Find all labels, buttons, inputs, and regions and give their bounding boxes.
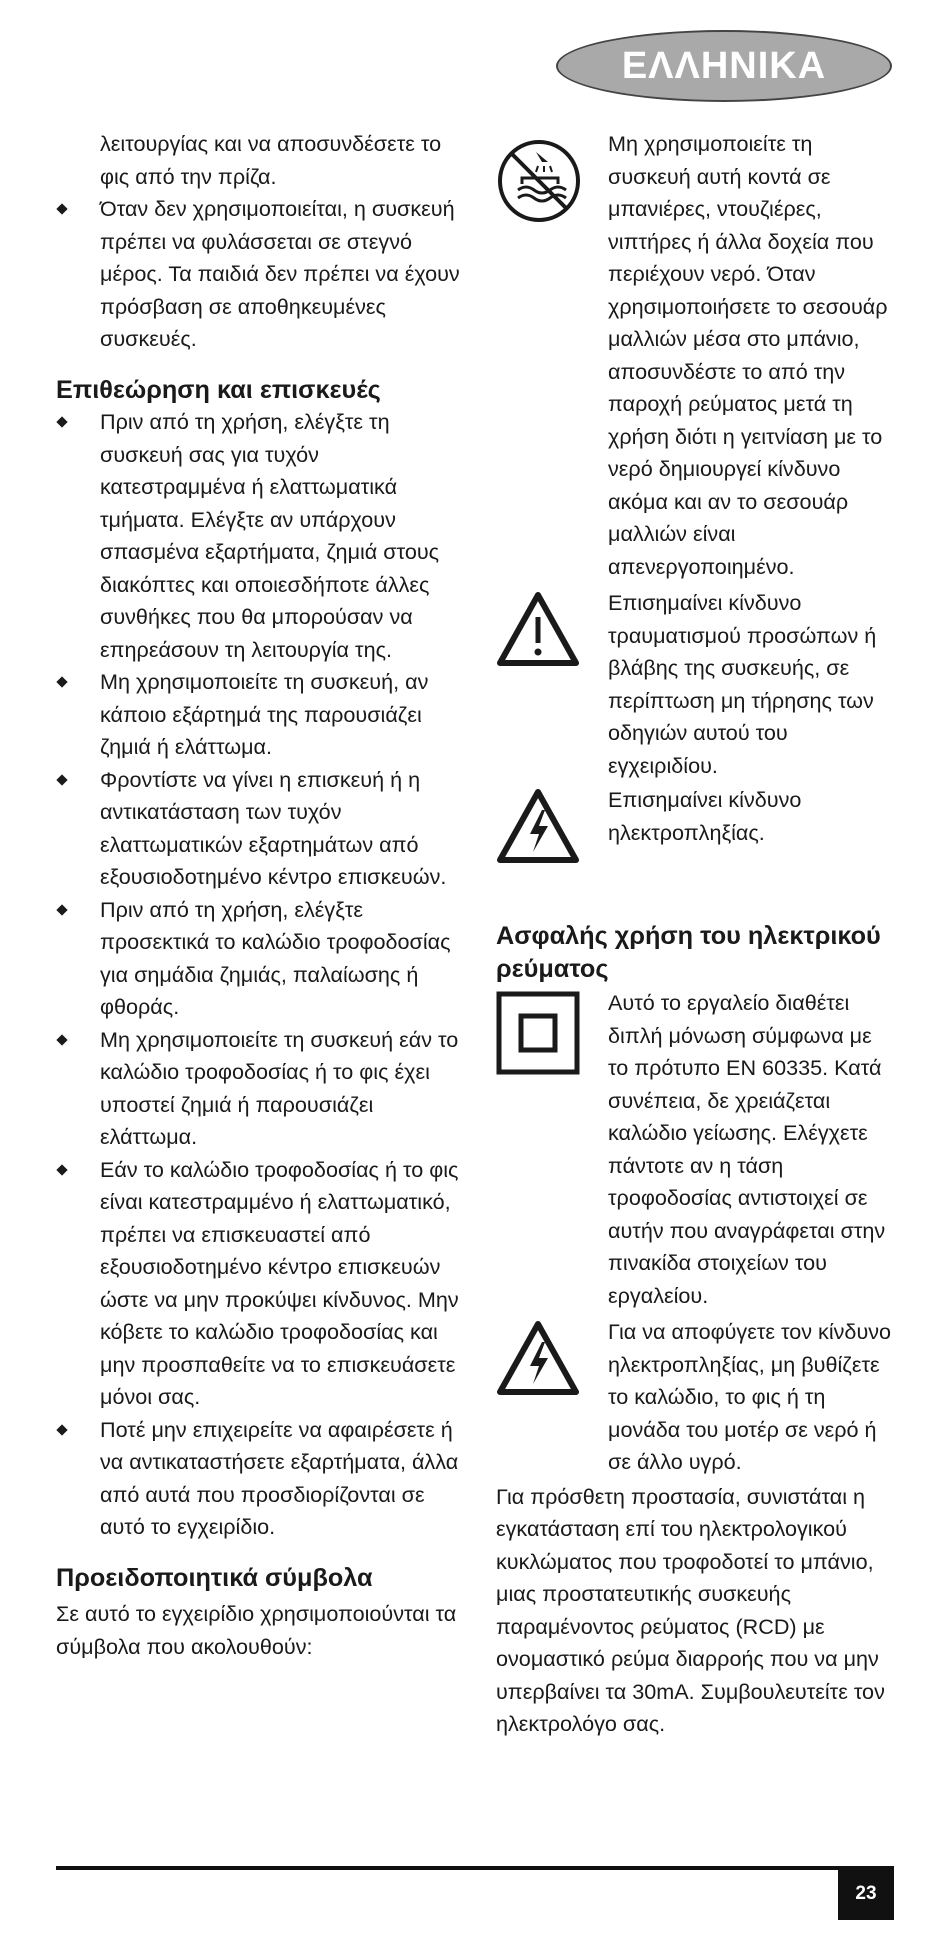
footer-rule	[56, 1866, 894, 1870]
list-item-text: Μη χρησιμοποιείτε τη συσκευή, αν κάποιο εξάρτημά της παρουσιάζει ζημιά ή ελάττωμα.	[100, 669, 429, 759]
electric-text: Επισημαίνει κίνδυνο ηλεκτροπληξίας.	[608, 787, 802, 845]
inspection-list	[56, 406, 460, 1544]
symbol-row-no-water	[496, 128, 896, 583]
list-item	[56, 1024, 460, 1154]
storage-list	[56, 193, 460, 356]
diamond-bullet-icon	[56, 203, 67, 214]
diamond-bullet-icon	[56, 416, 67, 427]
diamond-bullet-icon	[56, 676, 67, 687]
left-column	[56, 128, 460, 1663]
diamond-bullet-icon	[56, 1034, 67, 1045]
warning-symbols-intro: Σε αυτό το εγχειρίδιο χρησιμοποιούνται τα σύμβολα που ακολουθούν:	[56, 1601, 457, 1659]
list-item-text: Όταν δεν χρησιμοποιείται, η συσκευή πρέπει να φυλάσσεται σε στεγνό μέρος. Τα παιδιά δεν πρέπει να έχουν πρόσβαση σε αποθηκευμένες συσκευές.	[100, 196, 460, 351]
list-item-text: Πριν από τη χρήση, ελέγξτε προσεκτικά το καλώδιο τροφοδοσίας για σημάδια ζημιάς, παλαίωσης ή φθοράς.	[100, 896, 451, 1019]
language-label: ΕΛΛΗΝΙΚΑ	[621, 44, 827, 87]
list-item	[56, 666, 460, 764]
warning-symbols-heading: Προειδοποιητικά σύμβολα	[56, 1563, 373, 1592]
inspection-heading: Επιθεώρηση και επισκευές	[56, 375, 381, 404]
electrical-safety-heading: Ασφαλής χρήση του ηλεκτρικού ρεύματος	[496, 922, 881, 983]
list-item	[56, 406, 460, 666]
list-item-text: Εάν το καλώδιο τροφοδοσίας ή το φις είναι κατεστραμμένο ή ελαττωματικό, πρέπει να επισκευαστεί από εξουσιοδοτημένο κέντρο επισκευών ώστε να μην προκύψει κίνδυνος. Μην κόβετε το καλώδιο τροφοδοσίας και μην προσπαθείτε να το επισκευάσετε μόνοι σας.	[100, 1156, 459, 1409]
warning-triangle-icon	[496, 591, 580, 667]
list-item	[56, 894, 460, 1024]
diamond-bullet-icon	[56, 1424, 67, 1435]
list-item-text: Μη χρησιμοποιείτε τη συσκευή εάν το καλώδιο τροφοδοσίας ή το φις έχει υποστεί ζημιά ή παρουσιάζει ελάττωμα.	[100, 1026, 459, 1149]
double-insulation-icon	[496, 991, 580, 1075]
list-item-text: Πριν από τη χρήση, ελέγξτε τη συσκευή σας για τυχόν κατεστραμμένα ή ελαττωματικά τμήματα. Ελέγξτε αν υπάρχουν σπασμένα εξαρτήματα, ζημιά στους διακόπτες και οποιεσδήποτε άλλες συνθήκες που θα μπορούσαν να επηρεάσουν τη λειτουργία της.	[100, 409, 440, 662]
list-item	[56, 1414, 460, 1544]
diamond-bullet-icon	[56, 1164, 67, 1175]
symbol-row-double-insulation	[496, 987, 896, 1312]
language-badge	[556, 30, 892, 102]
electric-shock-icon	[496, 788, 580, 864]
symbol-row-shock-avoid	[496, 1316, 896, 1479]
electric-shock-icon	[496, 1320, 580, 1396]
no-water-text: Μη χρησιμοποιείτε τη συσκευή αυτή κοντά σε μπανιέρες, ντουζιέρες, νιπτήρες ή άλλα δοχεία που περιέχουν νερό. Όταν χρησιμοποιήσετε το σεσουάρ μαλλιών μέσα στο μπάνιο, αποσυνδέστε το από την παροχή ρεύματος μετά τη χρήση διότι η γειτνίαση με το νερό δημιουργεί κίνδυνο ακόμα και αν το σεσουάρ μαλλιών είναι απενεργοποιημένο.	[608, 131, 888, 579]
no-water-icon	[496, 138, 582, 224]
right-column	[496, 128, 896, 1741]
list-item	[56, 1154, 460, 1414]
page-number	[838, 1868, 894, 1920]
page-number-label: 23	[855, 1883, 877, 1904]
rcd-text: Για πρόσθετη προστασία, συνιστάται η εγκατάσταση επί του ηλεκτρολογικού κυκλώματος που τροφοδοτεί το μπάνιο, μιας προστατευτικής συσκευής παραμένοντος ρεύματος (RCD) με ονομαστικό ρεύμα διαρροής που να μην υπερβαίνει τα 30mA. Συμβουλευτείτε τον ηλεκτρολόγο σας.	[496, 1483, 885, 1736]
double-insulation-text: Αυτό το εργαλείο διαθέτει διπλή μόνωση σύμφωνα με το πρότυπο EN 60335. Κατά συνέπεια, δε χρειάζεται καλώδιο γείωσης. Ελέγχετε πάντοτε αν η τάση τροφοδοσίας αντιστοιχεί σε αυτήν που αναγράφεται στην πινακίδα στοιχείων του εργαλείου.	[608, 990, 886, 1308]
list-item-text: Ποτέ μην επιχειρείτε να αφαιρέσετε ή να αντικαταστήσετε εξαρτήματα, άλλα από αυτά που προσδιορίζονται σε αυτό το εγχειρίδιο.	[100, 1416, 459, 1539]
diamond-bullet-icon	[56, 904, 67, 915]
continuation-text: λειτουργίας και να αποσυνδέσετε το φις από την πρίζα.	[100, 131, 442, 189]
list-item	[56, 764, 460, 894]
warning-text: Επισημαίνει κίνδυνο τραυματισμού προσώπων ή βλάβης της συσκευής, σε περίπτωση μη τήρησης των οδηγιών αυτού του εγχειριδίου.	[608, 590, 877, 778]
symbol-row-electric	[496, 784, 896, 864]
list-item-text: Φροντίστε να γίνει η επισκευή ή η αντικατάσταση των τυχόν ελαττωματικών εξαρτημάτων από εξουσιοδοτημένο κέντρο επισκευών.	[100, 766, 447, 889]
symbol-row-warning	[496, 587, 896, 782]
list-item	[56, 193, 460, 356]
diamond-bullet-icon	[56, 774, 67, 785]
shock-avoid-text: Για να αποφύγετε τον κίνδυνο ηλεκτροπληξίας, μη βυθίζετε το καλώδιο, το φις ή τη μονάδα του μοτέρ σε νερό ή σε άλλο υγρό.	[608, 1319, 892, 1474]
